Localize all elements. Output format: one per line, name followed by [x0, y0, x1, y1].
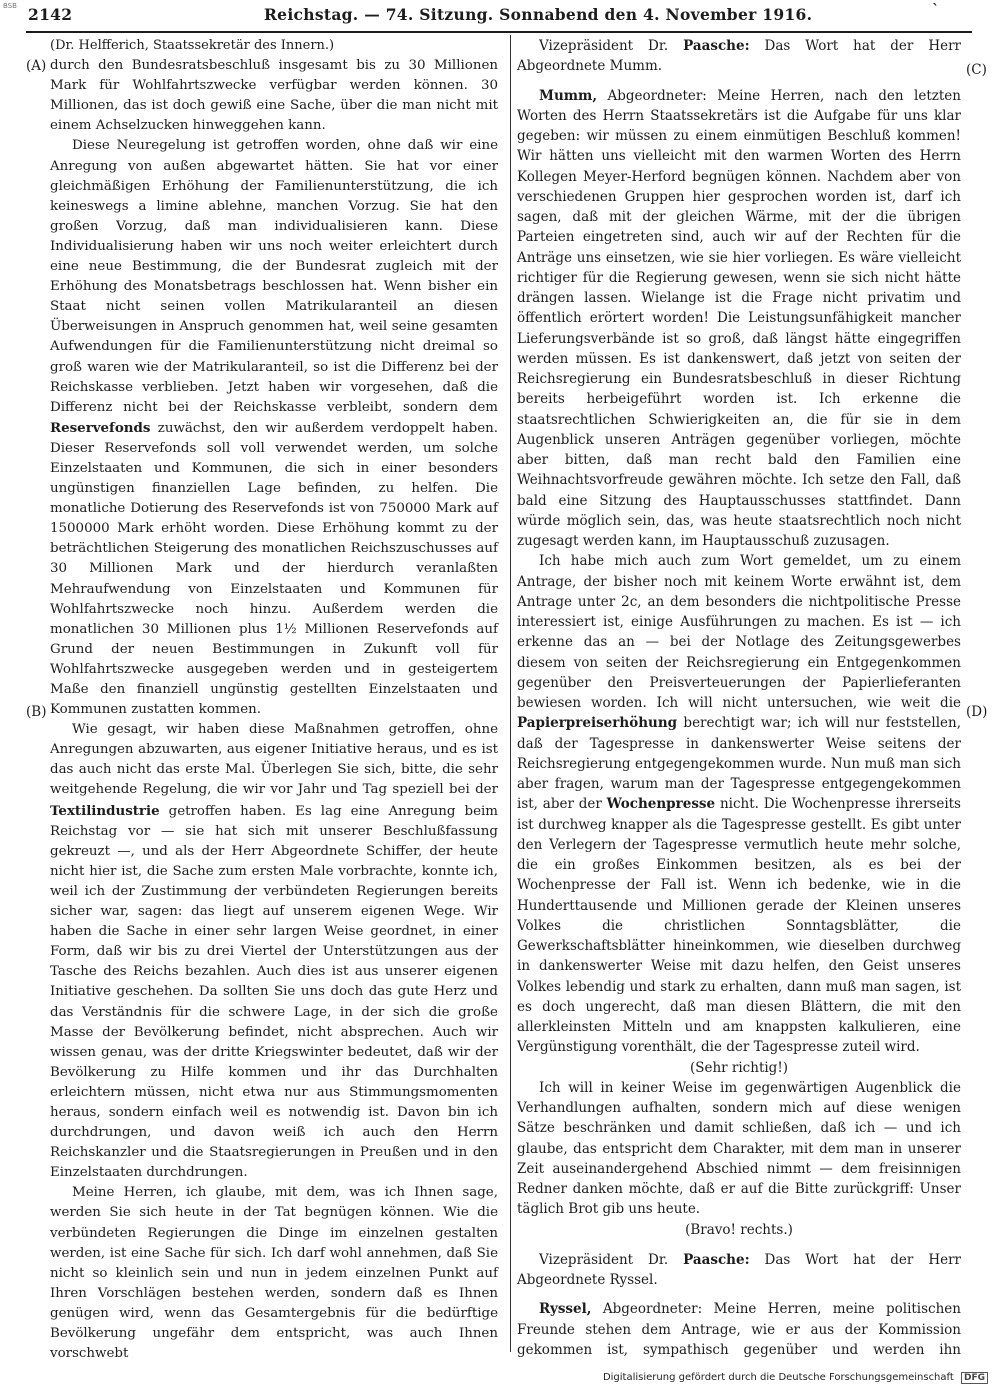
margin-letter-d: (D) — [966, 704, 988, 720]
emphasis-term: Wochenpresse — [606, 796, 716, 813]
page-header — [28, 2, 970, 29]
reaction: (Sehr richtig!) — [689, 1059, 789, 1076]
paragraph: Ich habe mich auch zum Wort gemeldet, um zu einem Antrage, der bisher noch mit keinem Worte erwähnt ist, dem Antrage unter 2c, an dem besonders die nichtpolitische Presse interessiert ist, einige Ausführungen zu machen. Es ist — ich erkenne das an — bei der Notlage des Zeitungsgewerbes diesem von seiten der Reichsregierung ein Entgegenkommen gegenüber den Preisverteuerungen der Papierlieferanten bewiesen worden. Ich will nicht untersuchen, wie weit die Papierpreiserhöhung berechtigt war; ich will nur feststellen, daß der Tagespresse in dankenswerter Weise seitens der Reichsregierung entgegengekommen wurde. Nun muß man sich aber fragen, warum man der Tagespresse entgegengekommen ist, aber der Wochenpresse nicht. Die Wochenpresse ihrerseits ist durchweg knapper als die Tagespresse gestellt. Es gibt unter den Verlegern der Tagespresse vermutlich heute mehr solche, die ein großes Einkommen besitzen, als es bei der Wochenpresse der Fall ist. Wenn ich bedenke, wie in die Hunderttausende und Millionen gerade der Kleinen unseres Volkes die christlichen Sonntagsblätter, die Gewerkschaftsblätter hineinkommen, wie dieselben durchweg in dankenswerter Weise mit dazu helfen, den Geist unseres Volkes lebendig und stark zu erhalten, dann muß man sagen, ist es doch ungerecht, daß man diesen Blättern, die mit den allerkleinsten Mitteln und am knappsten kalkulieren, eine Vergünstigung vorenthält, die der Tagespresse zuteil wird. — [517, 553, 961, 1056]
emphasis-term: Papierpreiserhöhung — [517, 715, 678, 732]
speaker-name: Paasche: — [683, 1251, 750, 1268]
dfg-logo: DFG — [961, 1372, 988, 1384]
speech-paragraph: Mumm, Abgeordneter: Meine Herren, nach den letzten Worten des Herrn Staatssekretärs ist die Aufgabe für uns klar gegeben: wir müssen zu einem einmütigen Beschluß kommen! Wir hätten uns vielleicht mit den warmen Worten des Herrn Kollegen Meyer-Herford begnügen können. Nachdem aber von verschiedenen Gruppen hier gesprochen worden ist, darf ich sagen, daß mit der gleichen Wärme, mit der die übrigen Parteien eingetreten sind, auch wir auf der Rechten für die Anträge uns einsetzen, wie sie hier vorliegen. Es wäre vielleicht richtiger für die Regierung gewesen, wenn sie sich nicht hätte drängen lassen. Wielange ist die Frage nicht privatim und öffentlich erörtert worden! Die Leistungsunfähigkeit mancher Lieferungsverbände ist so groß, daß längst hätte eingegriffen werden müssen. Es ist dankenswert, daß jetzt von seiten der Reichsregierung ein Bundesratsbeschluß in dieser Richtung bereits herbeigeführt worden ist. Ich erkenne die staatsrechtlichen Schwierigkeiten an, die für sie in dem Augenblick unseren Anträgen gegenüber vorliegen, möchte aber bitten, daß man recht bald den Familien eine Weihnachtsvorfreude gewähren möchte. Ich setze den Fall, daß bald eine Sitzung des Hauptausschusses stattfindet. Dann würde möglich sein, das, was heute staatsrechtlich noch nicht zugesagt werden kann, im Hauptausschuß zuzusagen. — [517, 87, 961, 549]
speaker-caption: (Dr. Helfferich, Staatssekretär des Innern.) — [50, 38, 335, 53]
speech-paragraph: Ryssel, Abgeordneter: Meine Herren, meine politischen Freunde stehen dem Antrage, wie er aus der Kommission gekommen ist, sympathisch gegenüber und werden ihn — [517, 1301, 961, 1358]
footer-text: Digitalisierung gefördert durch die Deutsche Forschungsgemeinschaft — [602, 1372, 954, 1383]
margin-letter-a: (A) — [26, 58, 47, 74]
paragraph: Wie gesagt, wir haben diese Maßnahmen getroffen, ohne Anregungen abzuwarten, aus eigener Initiative heraus, und es ist das auch nicht das erste Mal. Überlegen Sie sich, bitte, die sehr weitgehende Regelung, die wir vor Jahr und Tag speziell bei der Textilindustrie getroffen haben. Es lag eine Anregung beim Reichstag vor — sie hat sich mit unserer Beschlußfassung gekreuzt —, und als der Herr Abgeordnete Schiffer, der heute nicht hier ist, die Sache zum ersten Male vorbrachte, konnte ich, weil ich der Zustimmung der verbündeten Regierungen bereits sicher war, sagen: das liegt auf unserem eigenen Wege. Wir haben die Sache in einer sehr largen Weise geordnet, in einer Form, daß wir bis zu drei Viertel der Unterstützungen aus der Tasche des Reichs bezahlen. Auch dies ist aus unserer eigenen Initiative geschehen. Da sollten Sie uns doch das gute Herz und das Verständnis für die schwere Lage, in der sich die große Masse der Bevölkerung befindet, nicht absprechen. Auch wir wissen genau, was der dritte Kriegswinter bedeutet, daß wir der Bevölkerung zu Hilfe kommen und ihr das Durchhalten erleichtern müssen, nicht etwa nur aus Stimmungsmomenten heraus, sondern einfach weil es notwendig ist. Davon bin ich durchdrungen, und davon weiß ich auch den Herrn Reichskanzler und die Staatsregierungen in Preußen und in den Einzelstaaten durchdrungen. — [50, 722, 498, 1181]
presiding-remark: Vizepräsident Dr. Paasche: Das Wort hat der Herr Abgeordnete Ryssel. — [517, 1251, 961, 1288]
speaker-name: Paasche: — [683, 38, 750, 54]
emphasis-term: Reservefonds — [50, 419, 151, 436]
right-column — [517, 36, 961, 1360]
paragraph: Meine Herren, ich glaube, mit dem, was ich Ihnen sage, werden Sie sich heute in der Tat begnügen können. Wie die verbündeten Regierungen die Dinge im einzelnen gestalten werden, ist eine Sache für sich. Ich darf wohl annehmen, daß Sie nicht so kleinlich sein und nun in jedem einzelnen Punkt auf Ihren Vorschlägen bestehen werden, sondern daß es Ihnen genügen wird, wenn das Gesamtergebnis für die bedürftige Bevölkerung ungefähr dem entspricht, was auch Ihnen vorschwebt — [50, 1185, 498, 1362]
footer-credit — [603, 1372, 988, 1384]
left-column — [50, 36, 498, 1364]
reaction: (Bravo! rechts.) — [685, 1221, 793, 1238]
paragraph: Ich will in keiner Weise im gegenwärtigen Augenblick die Verhandlungen aufhalten, sondern mich auf diese wenigen Sätze beschränken und damit schließen, daß ich — und ich glaube, das entspricht dem Charakter, mit dem man in unserer Zeit auseinandergehend Abschied nimmt — dem freisinnigen Redner danken möchte, daß er auf die Bitte zurückgriff: Unser täglich Brot gib uns heute. — [517, 1079, 961, 1218]
paragraph: Diese Neuregelung ist getroffen worden, ohne daß wir eine Anregung von außen abgewartet hätten. Sie hat vor einer gleichmäßigen Erhöhung der Familienunterstützung, die ich keineswegs a limine ablehne, manchen Vorzug. Sie hat den großen Vorzug, daß man individualisieren kann. Diese Individualisierung haben wir uns noch weiter erleichtert durch eine neue Bestimmung, die der Bundesrat zugleich mit der Erhöhung des Monatsbetrags beschlossen hat. Wenn bisher ein Staat nicht seinen vollen Matrikularanteil an diesen Überweisungen in Anspruch genommen hat, weil seine gesamten Aufwendungen für die Familienunterstützung nicht dreimal so groß waren wie der Matrikularanteil, so ist die Differenz bei der Reichskasse verblieben. Jetzt haben wir vorgesehen, daß die Differenz nicht bei der Reichskasse verbleibt, sondern dem Reservefonds zuwächst, den wir außerdem verdoppelt haben. Dieser Reservefonds soll voll verwendet werden, um solche Einzelstaaten und Kommunen, die sich in einer besonders ungünstigen finanziellen Lage befinden, zu helfen. Die monatliche Dotierung des Reservefonds ist von 750000 Mark auf 1500000 Mark erhöht worden. Diese Erhöhung kommt zu der beträchtlichen Steigerung des monatlichen Reichszuschusses auf 30 Millionen Mark und der hierdurch veranlaßten Mehraufwendung von Einzelstaaten und Kommunen für Wohlfahrtszwecke noch hinzu. Außerdem werden die monatlichen 30 Millionen plus 1½ Millionen Reservefonds auf Grund der neuen Bestimmungen in Zukunft voll für Wohlfahrtszwecke ausgegeben werden und in gesteigertem Maße den finanziell ungünstig gestellten Einzelstaaten und Kommunen zustatten kommen. — [50, 138, 498, 718]
library-stamp: BSB — [3, 2, 17, 10]
margin-letter-c: (C) — [966, 62, 987, 78]
speaker-name: Mumm, — [539, 87, 598, 104]
page-number: 2142 — [28, 5, 73, 24]
margin-letter-b: (B) — [26, 704, 47, 720]
speaker-name: Ryssel, — [539, 1301, 592, 1318]
header-rule — [26, 31, 972, 33]
column-divider — [510, 35, 511, 1352]
presiding-remark: Vizepräsident Dr. Paasche: Das Wort hat der Herr Abgeordnete Mumm. — [517, 38, 961, 75]
header-mark: ` — [932, 2, 940, 18]
paragraph: durch den Bundesratsbeschluß insgesamt bis zu 30 Millionen Mark für Wohlfahrtszwecke verfügbar werden können. 30 Millionen, das ist doch gewiß eine Sache, über die man nicht mit einem Achselzucken hinweggehen kann. — [50, 58, 498, 134]
emphasis-term: Textilindustrie — [50, 802, 160, 819]
running-title: Reichstag. — 74. Sitzung. Sonnabend den 4. November 1916. — [264, 5, 813, 24]
